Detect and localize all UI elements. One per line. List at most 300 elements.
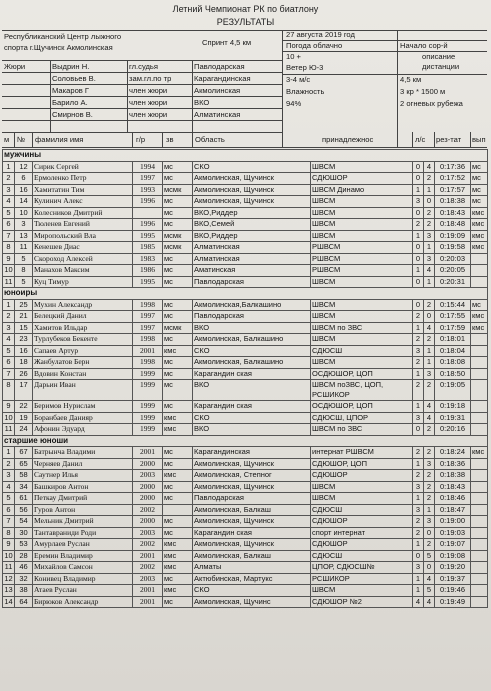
table-row [3, 493, 488, 505]
table-row [3, 173, 488, 185]
cell-region: Акмолинская, Щучинск [193, 539, 311, 551]
cell-rank: мс [163, 527, 193, 539]
cell-bib: 18 [15, 357, 33, 369]
cell-bib: 30 [15, 527, 33, 539]
cell-place: 7 [3, 230, 15, 242]
cell-bib: 67 [15, 447, 33, 459]
cell-place: 13 [4, 585, 13, 595]
cell-affil: ШВСМ [311, 207, 413, 219]
cell-q: кмс [471, 219, 488, 231]
organizer-line-2: спорта г.Щучинск Акмолинская [4, 43, 113, 52]
cell-time: 0:20:16 [435, 424, 471, 436]
cell-year: 2001 [133, 550, 163, 562]
cell-s: 2 [424, 380, 435, 401]
table-row [3, 184, 488, 196]
cell-bib: 25 [15, 299, 33, 311]
cell-name: Беримов Нурислам [33, 401, 133, 413]
cell-bib: 56 [15, 504, 33, 516]
cell-place: 6 [3, 357, 15, 369]
table-row [3, 585, 488, 597]
cell-name: Манахов Максим [33, 265, 133, 277]
cell-s: 5 [424, 585, 435, 597]
cell-p: 1 [413, 368, 424, 380]
cell-year: 2001 [133, 447, 163, 459]
cell-region: Актюбинская, Мартукс [193, 573, 311, 585]
cell-name: Ермоленко Петр [33, 173, 133, 185]
table-row [3, 334, 488, 346]
cell-rank: мс [163, 196, 193, 208]
table-row [3, 345, 488, 357]
cell-q: кмс [471, 242, 488, 254]
cell-name: Боранбаев Данияр [33, 412, 133, 424]
cell-year: 2000 [133, 458, 163, 470]
cell-p: 1 [413, 493, 424, 505]
cell-bib: 32 [15, 573, 33, 585]
cell-year: 1996 [133, 219, 163, 231]
cell-q [471, 253, 488, 265]
cell-time: 0:18:24 [435, 447, 471, 459]
jury-region: Акмолинская [194, 86, 241, 95]
cell-region: Акмолинская, Щучинск [193, 516, 311, 528]
cell-year: 1985 [133, 242, 163, 254]
cell-s: 0 [424, 311, 435, 323]
cell-place: 5 [3, 207, 15, 219]
col-region-header: Область [195, 135, 225, 144]
cell-year: 1996 [133, 196, 163, 208]
cell-affil: ШВСМ Динамо [311, 184, 413, 196]
cell-s: 2 [424, 447, 435, 459]
cell-s: 0 [424, 196, 435, 208]
cell-affil: СДЮШОР №2 [311, 596, 413, 608]
cell-s: 4 [424, 401, 435, 413]
cell-place: 4 [3, 481, 15, 493]
cell-time: 0:19:58 [435, 242, 471, 254]
cell-place: 8 [3, 242, 15, 254]
cell-name: Хамитатин Тим [33, 184, 133, 196]
table-row [3, 573, 488, 585]
humidity-label: Влажность [286, 87, 325, 96]
col-rank-header: зв [166, 135, 174, 144]
cell-name: Куц Тимур [33, 276, 133, 288]
jury-position: гл.судья [129, 62, 158, 71]
cell-region: ВКО,Семей [193, 219, 311, 231]
cell-rank: мсмк [163, 242, 193, 254]
cell-affil: спорт интернат [311, 527, 413, 539]
cell-affil: СДЮСШ [311, 504, 413, 516]
table-row [3, 219, 488, 231]
cell-region: Алматинская [193, 253, 311, 265]
cell-region: Акмолинская, Балкаш [193, 504, 311, 516]
cell-year: 1998 [133, 334, 163, 346]
cell-affil: СДЮШОР [311, 539, 413, 551]
cell-year: 1986 [133, 265, 163, 277]
table-row [3, 207, 488, 219]
distance: 4,5 км [400, 75, 422, 84]
cell-place: 9 [3, 401, 15, 413]
cell-place: 7 [3, 368, 15, 380]
header-block [2, 30, 487, 148]
cell-place: 12 [4, 573, 13, 583]
cell-rank: кмс [163, 470, 193, 482]
jury-name: Выдрин Н. [52, 62, 90, 71]
cell-p: 2 [413, 470, 424, 482]
table-row [3, 380, 488, 401]
cell-s: 2 [424, 207, 435, 219]
col-result-header: рез-тат [436, 135, 462, 144]
cell-p: 0 [413, 299, 424, 311]
cell-affil: СДЮСШ, ЦПОР [311, 412, 413, 424]
cell-time: 0:17:57 [435, 184, 471, 196]
temperature: 10 + [286, 52, 301, 61]
cell-p: 2 [413, 357, 424, 369]
laps: 3 кр * 1500 м [400, 87, 446, 96]
table-row [3, 253, 488, 265]
cell-q [471, 596, 488, 608]
cell-s: 2 [424, 539, 435, 551]
cell-p: 1 [413, 585, 424, 597]
cell-p: 1 [413, 539, 424, 551]
cell-rank: кмс [163, 424, 193, 436]
cell-time: 0:20:31 [435, 276, 471, 288]
cell-s: 5 [424, 550, 435, 562]
cell-q: кмс [471, 207, 488, 219]
cell-year: 1994 [133, 161, 163, 173]
document-subtitle: РЕЗУЛЬТАТЫ [216, 17, 275, 27]
cell-time: 0:19:49 [435, 596, 471, 608]
cell-place: 4 [3, 196, 15, 208]
cell-s: 2 [424, 424, 435, 436]
cell-region: Акмолинская, Балкашино [193, 334, 311, 346]
cell-place: 5 [3, 493, 15, 505]
cell-bib: 12 [15, 161, 33, 173]
cell-place: 8 [3, 380, 15, 401]
cell-region: Акмолинская, Балкаш [193, 550, 311, 562]
cell-bib: 16 [15, 345, 33, 357]
cell-year: 2000 [133, 493, 163, 505]
cell-time: 0:20:03 [435, 253, 471, 265]
table-row [3, 527, 488, 539]
cell-affil: СДЮШОР, ЦОП [311, 458, 413, 470]
cell-affil: ШВСМ по ЗВС [311, 424, 413, 436]
cell-time: 0:18:04 [435, 345, 471, 357]
cell-bib: 17 [15, 380, 33, 401]
start-time-label: Начало сор-й [400, 41, 448, 50]
cell-affil: ШВСМ [311, 276, 413, 288]
table-row [3, 424, 488, 436]
cell-affil: ШВСМ [311, 196, 413, 208]
cell-place: 10 [4, 550, 13, 560]
cell-time: 0:19:00 [435, 516, 471, 528]
cell-place: 3 [3, 322, 15, 334]
table-row [3, 516, 488, 528]
cell-place: 1 [3, 161, 15, 173]
cell-place: 1 [3, 447, 15, 459]
cell-bib: 19 [15, 412, 33, 424]
cell-affil: ШВСМ [311, 357, 413, 369]
cell-time: 0:19:20 [435, 562, 471, 574]
cell-affil: ЦПОР, СДЮСШ№ [311, 562, 413, 574]
cell-q [471, 562, 488, 574]
cell-time: 0:18:46 [435, 493, 471, 505]
cell-rank: мс [163, 481, 193, 493]
table-row [3, 539, 488, 551]
cell-bib: 13 [15, 230, 33, 242]
cell-time: 0:19:37 [435, 573, 471, 585]
cell-name: Мухин Александр [33, 299, 133, 311]
cell-p: 2 [413, 334, 424, 346]
table-row [3, 230, 488, 242]
cell-place: 3 [3, 184, 15, 196]
cell-rank: кмс [163, 412, 193, 424]
cell-year: 1983 [133, 253, 163, 265]
cell-q [471, 481, 488, 493]
jury-region: Алматинская [194, 110, 241, 119]
cell-region: ВКО,Риддер [193, 230, 311, 242]
cell-q: кмс [471, 447, 488, 459]
cell-p: 0 [413, 207, 424, 219]
cell-rank: мс [163, 447, 193, 459]
cell-q [471, 345, 488, 357]
cell-time: 0:19:08 [435, 550, 471, 562]
cell-region: ВКО [193, 380, 311, 401]
cell-affil: ШВСМ [311, 311, 413, 323]
cell-year: 1999 [133, 380, 163, 401]
cell-p: 1 [413, 265, 424, 277]
cell-name: Сирик Сергей [33, 161, 133, 173]
cell-p: 2 [413, 527, 424, 539]
table-row [3, 299, 488, 311]
cell-q: мс [471, 196, 488, 208]
cell-affil: СДЮШОР [311, 173, 413, 185]
cell-rank: мс [163, 253, 193, 265]
table-row [3, 322, 488, 334]
cell-bib: 22 [15, 401, 33, 413]
cell-rank: мс [163, 493, 193, 505]
cell-rank [163, 504, 193, 516]
cell-affil: СДЮШОР [311, 470, 413, 482]
cell-place: 1 [3, 299, 15, 311]
cell-s: 3 [424, 368, 435, 380]
col-no-header: № [17, 135, 26, 144]
cell-place: 11 [3, 424, 15, 436]
cell-p: 0 [413, 173, 424, 185]
cell-s: 2 [424, 470, 435, 482]
cell-p: 0 [413, 276, 424, 288]
cell-bib: 11 [15, 242, 33, 254]
cell-rank: кмс [163, 562, 193, 574]
cell-bib: 5 [15, 253, 33, 265]
cell-rank: мсмк [163, 322, 193, 334]
cell-place: 10 [4, 412, 13, 422]
cell-bib: 3 [15, 219, 33, 231]
cell-name: Тюленев Евгений [33, 219, 133, 231]
table-row [3, 196, 488, 208]
cell-region: Акмолинская, Щучинс [193, 596, 311, 608]
cell-s: 0 [424, 527, 435, 539]
cell-affil: СДЮСШ [311, 345, 413, 357]
cell-name: Миропольский Вла [33, 230, 133, 242]
table-row [3, 412, 488, 424]
cell-time: 0:19:07 [435, 539, 471, 551]
cell-bib: 24 [15, 424, 33, 436]
cell-rank: мсмк [163, 184, 193, 196]
cell-time: 0:19:05 [435, 380, 471, 401]
document-title: Летний Чемпионат РК по биатлону [172, 4, 319, 14]
cell-rank: мс [163, 311, 193, 323]
cell-name: Еремин Владимир [33, 550, 133, 562]
cell-affil: ШВСМ по ЗВС [311, 322, 413, 334]
section-title: старшие юноши [3, 435, 488, 447]
cell-q: мс [471, 173, 488, 185]
cell-name: Атаев Руслан [33, 585, 133, 597]
cell-place: 9 [3, 539, 15, 551]
cell-q [471, 424, 488, 436]
cell-time: 0:19:31 [435, 412, 471, 424]
cell-year: 2003 [133, 573, 163, 585]
cell-q: кмс [471, 311, 488, 323]
cell-rank: мс [163, 458, 193, 470]
section-header [3, 150, 488, 162]
cell-p: 0 [413, 242, 424, 254]
cell-q: кмс [471, 322, 488, 334]
col-affil-header: принадлежнос [322, 135, 374, 144]
cell-place: 6 [3, 504, 15, 516]
cell-time: 0:18:50 [435, 368, 471, 380]
cell-bib: 21 [15, 311, 33, 323]
cell-name: Вдовин Констан [33, 368, 133, 380]
organizer-line-1: Республиканский Центр лыжного [4, 32, 122, 41]
cell-q [471, 550, 488, 562]
cell-year: 1999 [133, 424, 163, 436]
cell-place: 2 [3, 173, 15, 185]
cell-name: Турлубеков Бекенте [33, 334, 133, 346]
cell-affil: интернат РШВСМ [311, 447, 413, 459]
table-row [3, 481, 488, 493]
cell-affil: ОСДЮШОР, ЦОП [311, 401, 413, 413]
cell-s: 1 [424, 345, 435, 357]
cell-q [471, 585, 488, 597]
cell-time: 0:20:05 [435, 265, 471, 277]
cell-rank: мс [163, 334, 193, 346]
cell-region: Акмолинская, Щучинск [193, 481, 311, 493]
cell-year: 2002 [133, 562, 163, 574]
cell-q [471, 401, 488, 413]
cell-region: Акмолинская, Степног [193, 470, 311, 482]
cell-place: 2 [3, 311, 15, 323]
cell-name: Михайлов Самсон [33, 562, 133, 574]
cell-q [471, 539, 488, 551]
cell-s: 4 [424, 412, 435, 424]
cell-region: ВКО,Риддер [193, 207, 311, 219]
cell-name: Башкиров Антон [33, 481, 133, 493]
cell-name: Петкау Дмитрий [33, 493, 133, 505]
cell-affil: ШВСМ [311, 299, 413, 311]
cell-q [471, 458, 488, 470]
cell-time: 0:15:44 [435, 299, 471, 311]
cell-region: Карагандин ская [193, 368, 311, 380]
table-row [3, 458, 488, 470]
cell-name: Сапаев Артур [33, 345, 133, 357]
cell-p: 3 [413, 196, 424, 208]
cell-p: 3 [413, 345, 424, 357]
cell-affil: ШВСМ [311, 161, 413, 173]
cell-p: 1 [413, 401, 424, 413]
description-label: описание [422, 52, 456, 61]
cell-affil: СДЮШОР [311, 516, 413, 528]
cell-region: Акмолинская, Щучинск [193, 184, 311, 196]
cell-name: Дарьин Иван [33, 380, 133, 401]
cell-affil: РШВСМ [311, 242, 413, 254]
cell-place: 8 [3, 527, 15, 539]
jury-position: член жюри [129, 98, 168, 107]
cell-time: 0:19:18 [435, 401, 471, 413]
cell-place: 2 [3, 458, 15, 470]
cell-rank: мс [163, 173, 193, 185]
cell-year: 1998 [133, 299, 163, 311]
cell-year: 1995 [133, 276, 163, 288]
cell-name: Саутнер Илья [33, 470, 133, 482]
cell-time: 0:19:09 [435, 230, 471, 242]
cell-q [471, 357, 488, 369]
cell-region: Акмолинская, Щучинск [193, 196, 311, 208]
cell-affil: РШВСМ [311, 265, 413, 277]
cell-region: ВКО [193, 322, 311, 334]
col-name-header: фамилия имя [35, 135, 84, 144]
jury-position: член жюри [129, 86, 168, 95]
cell-q [471, 265, 488, 277]
cell-rank: кмс [163, 585, 193, 597]
cell-region: СКО [193, 412, 311, 424]
cell-rank: мс [163, 573, 193, 585]
cell-p: 3 [413, 412, 424, 424]
cell-time: 0:19:46 [435, 585, 471, 597]
cell-region: Павлодарская [193, 311, 311, 323]
cell-year: 2001 [133, 345, 163, 357]
cell-affil: ШВСМ [311, 230, 413, 242]
jury-name: Смирнов В. [52, 110, 93, 119]
cell-affil: ШВСМ [311, 334, 413, 346]
table-row [3, 161, 488, 173]
cell-rank: мсмк [163, 230, 193, 242]
col-year-header: г/р [136, 135, 146, 144]
cell-p: 2 [413, 311, 424, 323]
col-extra-header: вып [472, 135, 486, 144]
cell-bib: 54 [15, 516, 33, 528]
cell-affil: РШВСМ [311, 253, 413, 265]
cell-year: 2001 [133, 596, 163, 608]
cell-q [471, 412, 488, 424]
cell-affil: СДЮСШ [311, 550, 413, 562]
section-header [3, 435, 488, 447]
table-row [3, 401, 488, 413]
cell-time: 0:17:55 [435, 311, 471, 323]
cell-time: 0:17:52 [435, 173, 471, 185]
cell-time: 0:18:36 [435, 458, 471, 470]
col-m-header: м [4, 135, 10, 144]
cell-s: 2 [424, 334, 435, 346]
jury-position: член жюри [129, 110, 168, 119]
cell-affil: ШВСМ [311, 585, 413, 597]
cell-region: Аматинская [193, 265, 311, 277]
col-shots-header: л/с [415, 135, 426, 144]
cell-rank: кмс [163, 539, 193, 551]
cell-region: Карагандинская [193, 447, 311, 459]
cell-affil: ШВСМ [311, 493, 413, 505]
wind: Ветер Ю-3 [286, 63, 324, 72]
cell-region: Акмолинская, Щучинск [193, 173, 311, 185]
table-row [3, 265, 488, 277]
cell-rank: мс [163, 219, 193, 231]
